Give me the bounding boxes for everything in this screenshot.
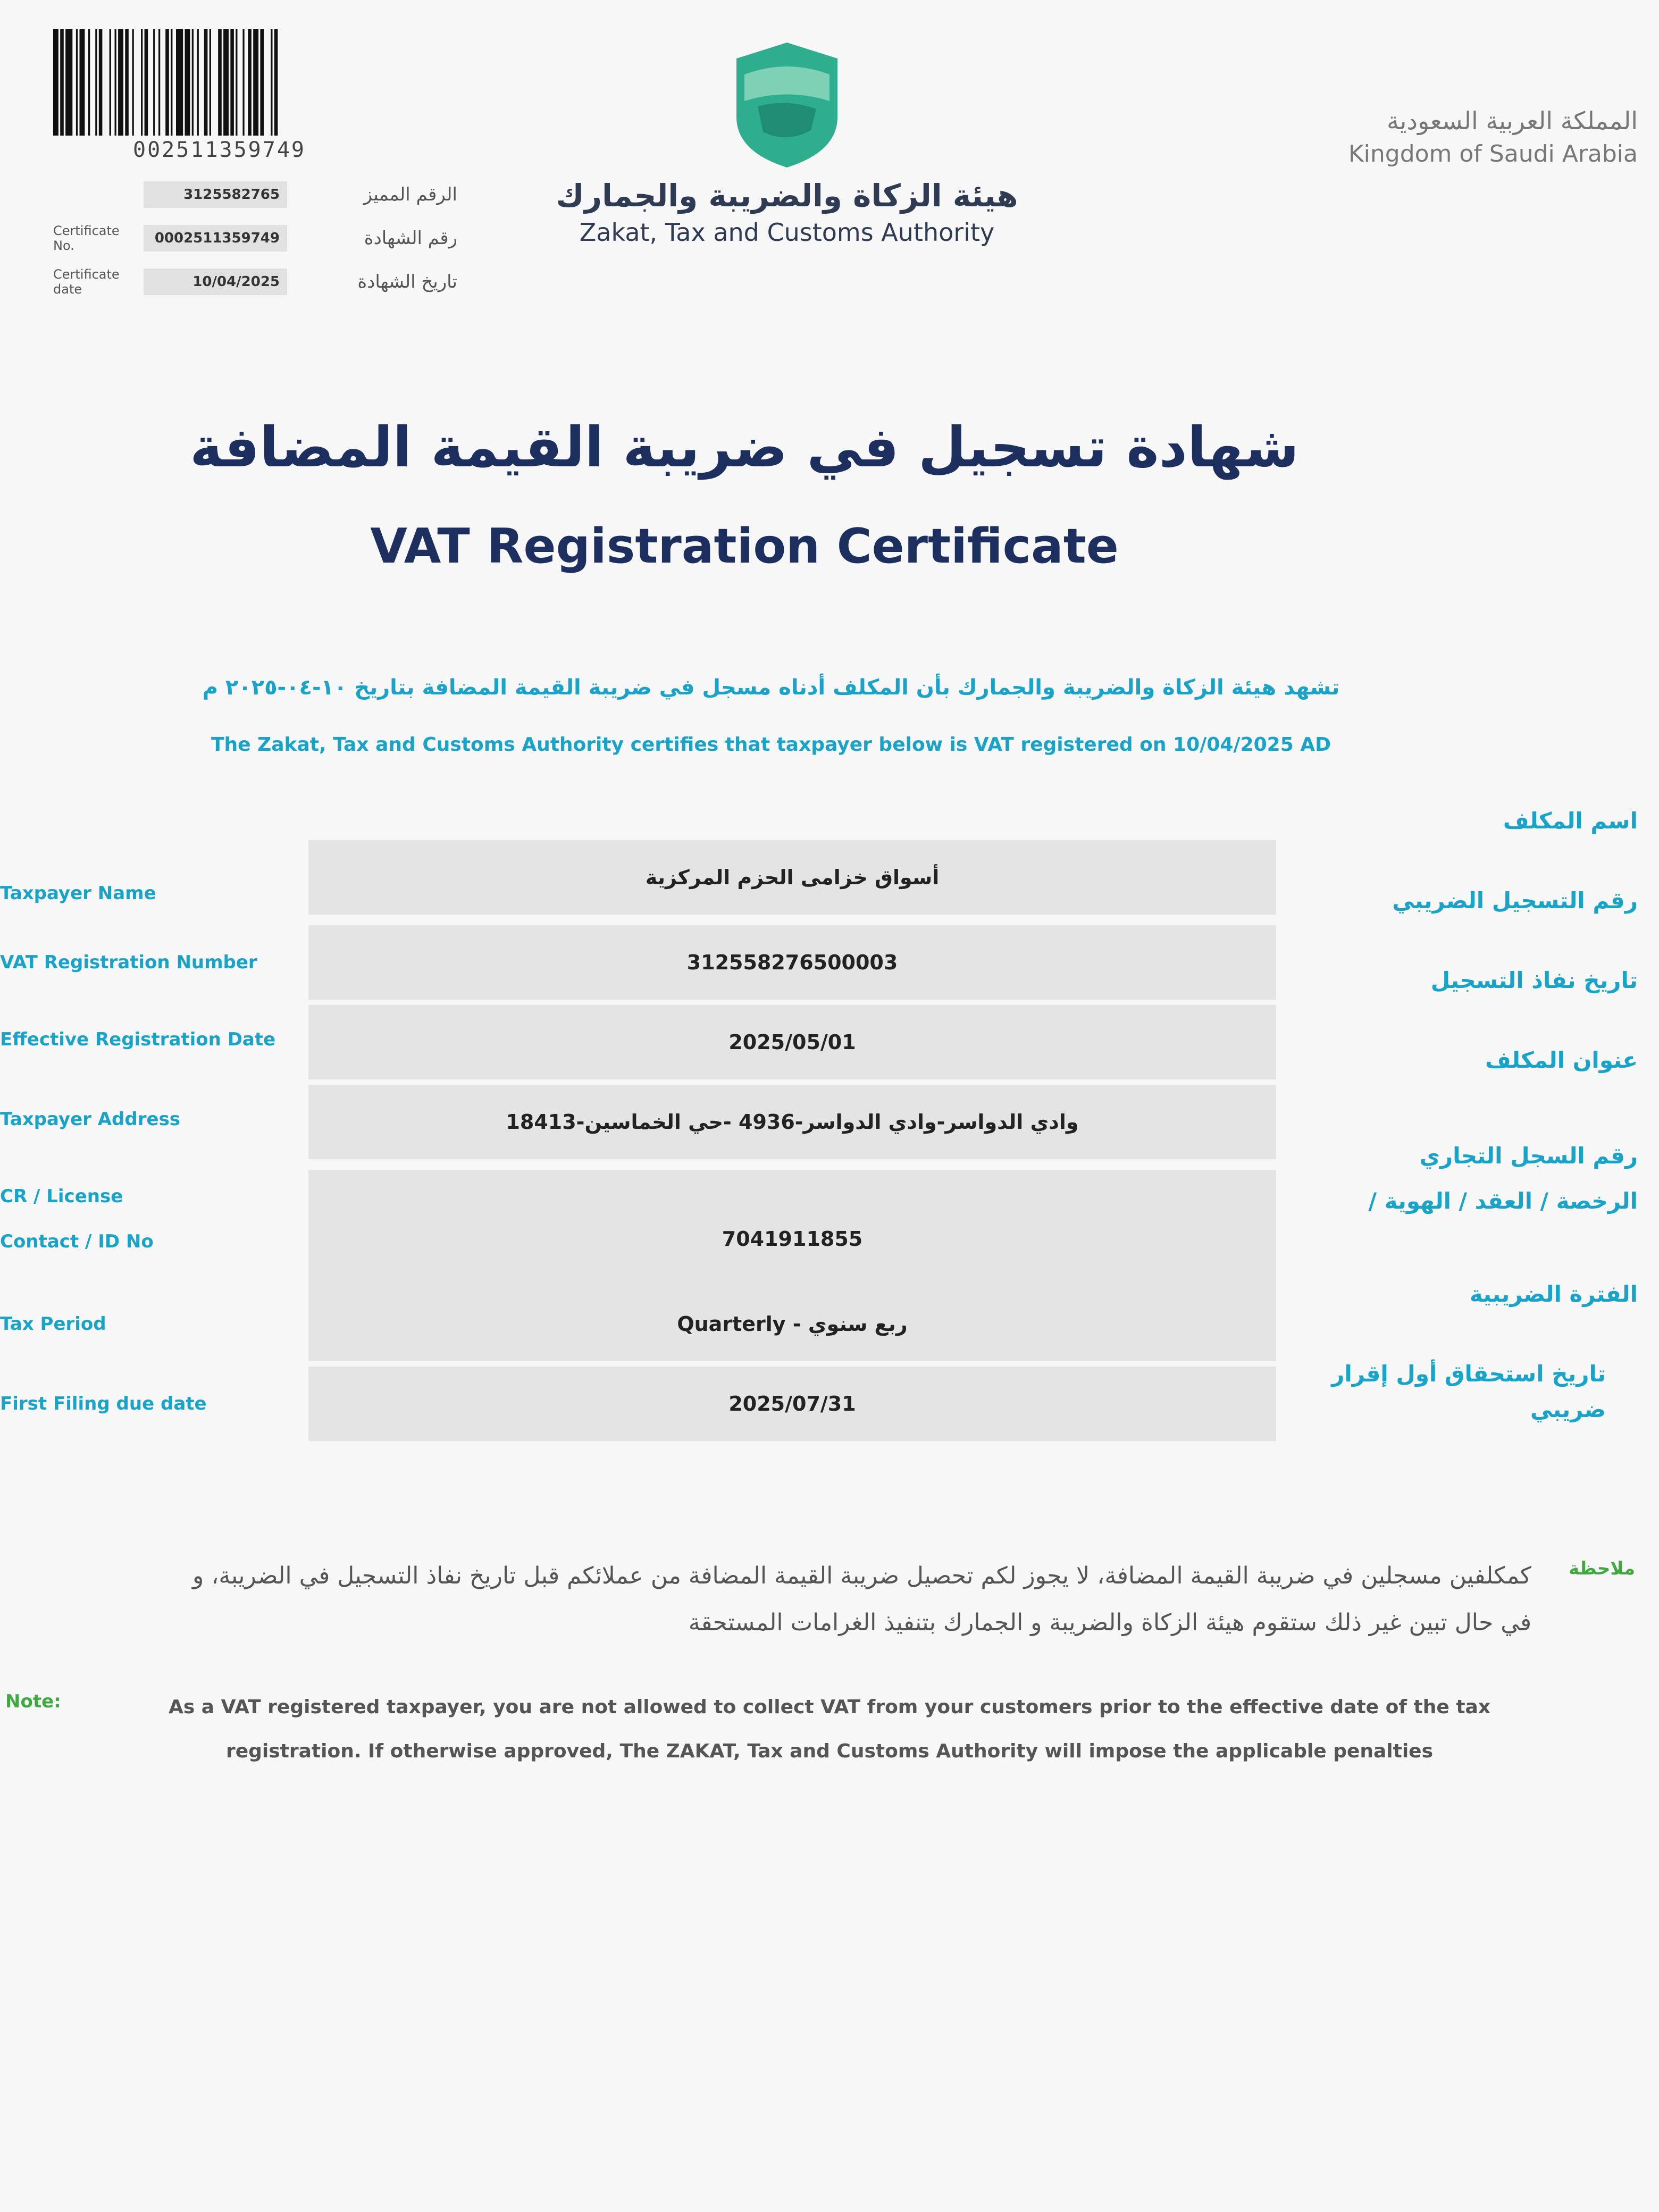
barcode-image xyxy=(53,29,436,136)
note-text-en: As a VAT registered taxpayer, you are not allowed to collect VAT from your customers prior to the effective date of the tax registration. If otherwise approved, The ZAKAT, Tax and Customs Authority will impose the applicable penalties xyxy=(168,1696,1491,1762)
field-value: 7041911855 xyxy=(308,1170,1276,1308)
field-value: 2025/07/31 xyxy=(308,1367,1276,1441)
kingdom-name-ar: المملكة العربية السعودية xyxy=(1387,106,1638,135)
field-label-en: VAT Registration Number xyxy=(0,952,257,973)
field-label-en: Effective Registration Date xyxy=(0,1029,276,1050)
field-value: 312558276500003 xyxy=(308,925,1276,1000)
id-value: 10/04/2025 xyxy=(144,269,287,295)
field-label-en: First Filing due date xyxy=(0,1393,207,1414)
certificate-title-ar: شهادة تسجيل في ضريبة القيمة المضافة xyxy=(190,415,1299,480)
note-heading-ar: ملاحظة xyxy=(1569,1558,1636,1579)
id-value: 3125582765 xyxy=(144,181,287,208)
field-label-ar: تاريخ نفاذ التسجيل xyxy=(1430,967,1638,993)
certification-statement-en: The Zakat, Tax and Customs Authority certifies that taxpayer below is VAT registered on 10/04/2025 AD xyxy=(211,734,1331,756)
field-label-en: Tax Period xyxy=(0,1313,106,1335)
id-label-ar: رقم الشهادة xyxy=(364,228,457,249)
field-value: أسواق خزامى الحزم المركزية xyxy=(308,840,1276,915)
field-label-ar-line2: / الرخصة / العقد / الهوية xyxy=(1368,1188,1638,1214)
kingdom-block xyxy=(1276,106,1638,167)
certificate-title-en: VAT Registration Certificate xyxy=(370,518,1119,574)
field-label-en-line2: Contact / ID No xyxy=(0,1231,154,1252)
id-label-en: Certificate No. xyxy=(53,223,120,253)
zatca-logo-icon xyxy=(726,37,848,170)
field-label-ar: اسم المكلف xyxy=(1503,808,1638,834)
note-heading-en: Note: xyxy=(5,1691,61,1712)
field-label-ar: تاريخ استحقاق أول إقرار ضريبي xyxy=(1331,1361,1606,1423)
field-label-ar: عنوان المكلف xyxy=(1485,1047,1638,1073)
id-row-certificate-date xyxy=(53,260,457,304)
field-label-ar: رقم السجل التجاري xyxy=(1419,1143,1638,1169)
id-row-certificate-number xyxy=(53,216,457,260)
authority-name-ar: هيئة الزكاة والضريبة والجمارك xyxy=(556,178,1018,214)
note-text-ar: كمكلفين مسجلين في ضريبة القيمة المضافة، لا يجوز لكم تحصيل ضريبة القيمة المضافة من عملائكم قبل تاريخ نفاذ التسجيل في الضريبة، و في حال تبين غير ذلك ستقوم هيئة الزكاة والضريبة و الجمارك بتنفيذ الغرامات المستحقة xyxy=(192,1562,1531,1636)
field-label-ar: الفترة الضريبية xyxy=(1469,1281,1638,1307)
field-value: 2025/05/01 xyxy=(308,1005,1276,1079)
id-value: 0002511359749 xyxy=(144,225,287,252)
authority-logo-block xyxy=(542,37,1032,247)
field-label-en: CR / License xyxy=(0,1186,123,1207)
field-label-ar: رقم التسجيل الضريبي xyxy=(1392,887,1638,914)
field-label-en: Taxpayer Address xyxy=(0,1109,181,1130)
id-table xyxy=(53,173,457,304)
certification-statement-ar: تشهد هيئة الزكاة والضريبة والجمارك بأن المكلف أدناه مسجل في ضريبة القيمة المضافة بتاريخ ١٠-٠٤-٢٠٢٥ م xyxy=(202,675,1340,700)
kingdom-name-en: Kingdom of Saudi Arabia xyxy=(1348,140,1638,167)
id-row-distinct-number xyxy=(53,173,457,216)
id-label-en: Certificate date xyxy=(53,267,120,297)
authority-name-en: Zakat, Tax and Customs Authority xyxy=(579,218,995,247)
id-label-ar: الرقم المميز xyxy=(363,184,457,205)
barcode-number: 002511359749 xyxy=(133,138,306,162)
field-value: Quarterly - ربع سنوي xyxy=(308,1287,1276,1361)
certificate-id-block xyxy=(53,29,457,304)
id-label-ar: تاريخ الشهادة xyxy=(357,271,457,292)
field-value: وادي الدواسر-وادي الدواسر-4936 -حي الخماسين-18413 xyxy=(308,1085,1276,1159)
field-label-en: Taxpayer Name xyxy=(0,883,156,904)
